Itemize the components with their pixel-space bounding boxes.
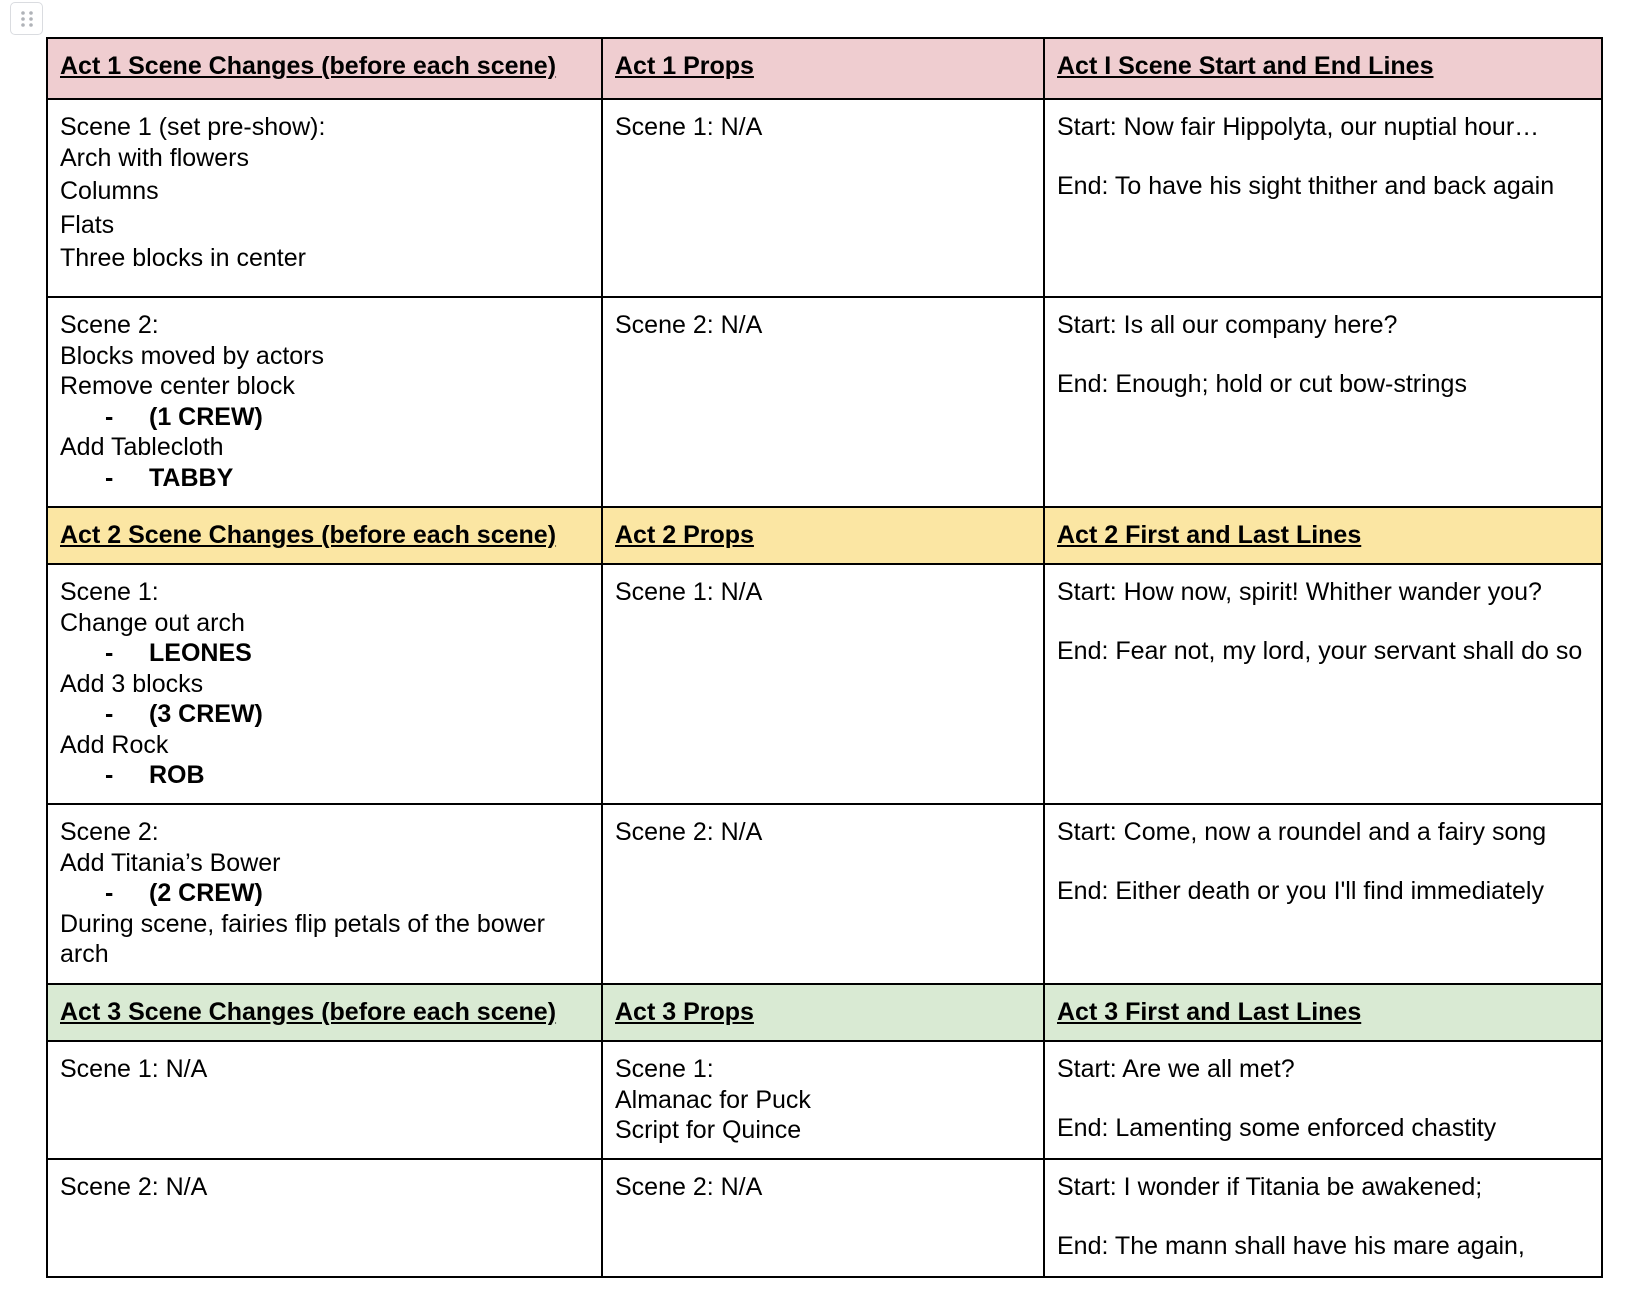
act1-scene1-props-cell[interactable] bbox=[602, 99, 1044, 297]
scene-title: Scene 1: bbox=[615, 1055, 714, 1083]
act2-lines-header[interactable]: Act 2 First and Last Lines bbox=[1044, 507, 1602, 564]
set-item: Add Titania’s Bower bbox=[60, 848, 281, 877]
act3-scene2-lines-cell[interactable] bbox=[1044, 1159, 1602, 1277]
scene-changes-table[interactable] bbox=[46, 37, 1603, 1278]
table-row bbox=[47, 804, 1602, 984]
table-row bbox=[47, 1041, 1602, 1159]
scene-title: Scene 2: bbox=[60, 818, 159, 846]
act3-changes-header[interactable]: Act 3 Scene Changes (before each scene) bbox=[47, 984, 602, 1041]
act1-props-header[interactable]: Act 1 Props bbox=[602, 38, 1044, 99]
act1-header-row bbox=[47, 38, 1602, 99]
act3-scene2-changes-cell[interactable] bbox=[47, 1159, 602, 1277]
props-text: Scene 2: N/A bbox=[615, 1173, 763, 1201]
set-item: Flats bbox=[60, 210, 115, 239]
set-item: Change out arch bbox=[60, 608, 245, 637]
set-item: During scene, fairies flip petals of the bower arch bbox=[60, 909, 545, 968]
changes-text: Scene 1: N/A bbox=[60, 1055, 208, 1083]
act2-scene2-props-cell[interactable] bbox=[602, 804, 1044, 984]
prop-item: Almanac for Puck bbox=[615, 1085, 811, 1114]
end-line: End: The mann shall have his mare again, bbox=[1057, 1231, 1525, 1260]
props-text: Scene 2: N/A bbox=[615, 311, 763, 339]
set-item: Columns bbox=[60, 177, 159, 205]
set-item: Three blocks in center bbox=[60, 244, 306, 272]
set-item: Add 3 blocks bbox=[60, 669, 204, 698]
crew-bullet: - (3 CREW) bbox=[105, 700, 263, 728]
act2-props-header[interactable]: Act 2 Props bbox=[602, 507, 1044, 564]
set-item: Arch with flowers bbox=[60, 143, 249, 172]
set-item: Add Tablecloth bbox=[60, 433, 224, 461]
start-line: Start: Now fair Hippolyta, our nuptial hour… bbox=[1057, 113, 1540, 141]
start-line: Start: Are we all met? bbox=[1057, 1055, 1295, 1083]
act1-scene1-changes-cell[interactable] bbox=[47, 99, 602, 297]
act3-scene1-lines-cell[interactable] bbox=[1044, 1041, 1602, 1159]
act1-changes-header[interactable]: Act 1 Scene Changes (before each scene) bbox=[47, 38, 602, 99]
crew-bullet: - TABBY bbox=[105, 463, 234, 492]
table-row bbox=[47, 1159, 1602, 1277]
act2-scene1-props-cell[interactable] bbox=[602, 564, 1044, 804]
act1-scene2-props-cell[interactable] bbox=[602, 297, 1044, 507]
act3-header-row bbox=[47, 984, 1602, 1041]
end-line: End: To have his sight thither and back again bbox=[1057, 171, 1555, 200]
act1-scene2-lines-cell[interactable] bbox=[1044, 297, 1602, 507]
start-line: Start: Come, now a roundel and a fairy song bbox=[1057, 818, 1547, 846]
act2-changes-header[interactable]: Act 2 Scene Changes (before each scene) bbox=[47, 507, 602, 564]
act3-props-header[interactable]: Act 3 Props bbox=[602, 984, 1044, 1041]
prop-item: Script for Quince bbox=[615, 1116, 802, 1144]
props-text: Scene 1: N/A bbox=[615, 113, 763, 141]
props-text: Scene 1: N/A bbox=[615, 578, 763, 606]
act2-scene1-lines-cell[interactable] bbox=[1044, 564, 1602, 804]
act1-scene2-changes-cell[interactable] bbox=[47, 297, 602, 507]
set-item: Add Rock bbox=[60, 730, 169, 759]
scene-title: Scene 1: bbox=[60, 578, 159, 606]
act2-scene1-changes-cell[interactable] bbox=[47, 564, 602, 804]
set-item: Blocks moved by actors bbox=[60, 341, 324, 370]
drag-handle-icon bbox=[19, 10, 35, 28]
start-line: Start: I wonder if Titania be awakened; bbox=[1057, 1173, 1483, 1201]
act2-scene2-lines-cell[interactable] bbox=[1044, 804, 1602, 984]
table-row bbox=[47, 297, 1602, 507]
start-line: Start: Is all our company here? bbox=[1057, 311, 1398, 339]
end-line: End: Fear not, my lord, your servant shall do so bbox=[1057, 636, 1583, 665]
end-line: End: Either death or you I'll find immediately bbox=[1057, 876, 1544, 905]
crew-bullet: - ROB bbox=[105, 761, 205, 789]
start-line: Start: How now, spirit! Whither wander you? bbox=[1057, 578, 1542, 606]
crew-bullet: - (1 CREW) bbox=[105, 402, 263, 431]
scene-title: Scene 1 (set pre-show): bbox=[60, 113, 326, 141]
set-item: Remove center block bbox=[60, 372, 295, 400]
end-line: End: Lamenting some enforced chastity bbox=[1057, 1113, 1497, 1142]
act3-scene2-props-cell[interactable] bbox=[602, 1159, 1044, 1277]
table-row bbox=[47, 99, 1602, 297]
act2-scene2-changes-cell[interactable] bbox=[47, 804, 602, 984]
changes-text: Scene 2: N/A bbox=[60, 1173, 208, 1201]
end-line: End: Enough; hold or cut bow-strings bbox=[1057, 369, 1467, 398]
act3-lines-header[interactable]: Act 3 First and Last Lines bbox=[1044, 984, 1602, 1041]
act3-scene1-changes-cell[interactable] bbox=[47, 1041, 602, 1159]
act1-scene1-lines-cell[interactable] bbox=[1044, 99, 1602, 297]
table-row bbox=[47, 564, 1602, 804]
crew-bullet: - LEONES bbox=[105, 639, 252, 667]
crew-bullet: - (2 CREW) bbox=[105, 879, 263, 907]
act2-header-row bbox=[47, 507, 1602, 564]
act3-scene1-props-cell[interactable] bbox=[602, 1041, 1044, 1159]
act1-lines-header[interactable]: Act I Scene Start and End Lines bbox=[1044, 38, 1602, 99]
scene-title: Scene 2: bbox=[60, 311, 159, 339]
drag-handle[interactable] bbox=[10, 2, 43, 35]
props-text: Scene 2: N/A bbox=[615, 818, 763, 846]
